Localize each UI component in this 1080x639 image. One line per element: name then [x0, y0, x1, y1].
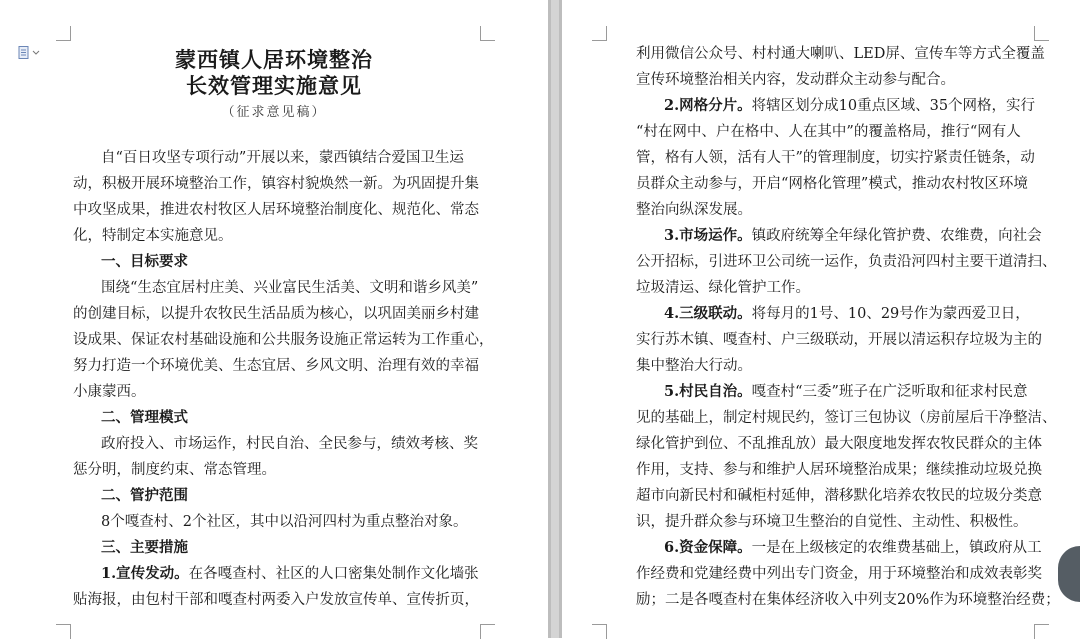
item-label: 3.市场运作。	[664, 227, 752, 244]
crop-mark	[1034, 624, 1049, 639]
paragraph-line: 设成果、保证农村基础设施和公共服务设施正常运转为工作重心，	[73, 332, 494, 348]
item-text: 将每月的1号、10、29号作为蒙西爱卫日，	[751, 306, 1030, 322]
paragraph-line: 化，特制定本实施意见。	[73, 228, 233, 244]
paragraph-line: 小康蒙西。	[73, 384, 146, 400]
crop-mark	[480, 26, 495, 41]
paragraph-line: 管，格有人领，活有人干”的管理制度，切实拧紧责任链条，动	[636, 150, 1035, 166]
item-label: 2.网格分片。	[664, 97, 752, 114]
item-label: 4.三级联动。	[664, 305, 752, 322]
item-label: 6.资金保障。	[664, 539, 752, 556]
section-heading: 三、主要措施	[101, 539, 188, 556]
paragraph-line	[664, 385, 1027, 400]
paragraph-line: 识，提升群众参与环境卫生整治的自觉性、主动性、积极性。	[636, 514, 1028, 530]
item-text: 嘎查村“三委”班子在广泛听取和征求村民意	[751, 384, 1028, 400]
item-text: 镇政府统筹全年绿化管护费、农维费，向社会	[751, 228, 1042, 244]
paragraph-line	[664, 99, 1035, 114]
document-title-line2: 长效管理实施意见	[186, 73, 362, 98]
section-heading: 二、管护范围	[101, 487, 188, 504]
paragraph-line: “村在网中、户在格中、人在其中”的覆盖格局，推行“网有人	[636, 124, 1021, 140]
crop-mark	[56, 26, 71, 41]
crop-mark	[56, 624, 71, 639]
document-subtitle: （征求意见稿）	[221, 105, 327, 120]
item-label: 1.宣传发动。	[101, 565, 189, 582]
paragraph-line: 惩分明，制度约束、常态管理。	[73, 462, 276, 478]
paragraph-line: 绿化管护到位、不乱推乱放）最大限度地发挥农牧民群众的主体	[636, 436, 1042, 452]
paragraph-line: 8个嘎查村、2个社区，其中以沿河四村为重点整治对象。	[101, 514, 468, 530]
paragraph-line: 自“百日攻坚专项行动”开展以来，蒙西镇结合爱国卫生运	[101, 150, 464, 166]
floating-scroll-button[interactable]	[1058, 546, 1080, 602]
paragraph-line: 中攻坚成果，推进农村牧区人居环境整治制度化、规范化、常态	[73, 202, 479, 218]
paragraph-line: 利用微信公众号、村村通大喇叭、LED屏、宣传车等方式全覆盖	[636, 46, 1045, 62]
paragraph-line: 的创建目标，以提升农牧民生活品质为核心，以巩固美丽乡村建	[73, 306, 479, 322]
paragraph-line: 员群众主动参与，开启“网格化管理”模式，推动农村牧区环境	[636, 176, 1028, 192]
paragraph-line: 见的基础上，制定村规民约，签订三包协议（房前屋后干净整洁、	[636, 410, 1057, 426]
paragraph-line	[664, 307, 1030, 322]
document-page-right	[562, 0, 1080, 638]
paragraph-line: 围绕“生态宜居村庄美、兴业富民生活美、文明和谐乡风美”	[101, 280, 479, 296]
section-heading: 二、管理模式	[101, 409, 188, 426]
item-text: 将辖区划分成10重点区域、35个网格，实行	[751, 98, 1036, 114]
item-text: 在各嘎查村、社区的人口密集处制作文化墙张	[188, 566, 479, 582]
paragraph-line: 宣传环境整治相关内容，发动群众主动参与配合。	[636, 72, 955, 88]
crop-mark	[1034, 26, 1049, 41]
paragraph-line: 超市向新民村和碱柜村延伸，潜移默化培养农牧民的垃圾分类意	[636, 488, 1042, 504]
paragraph-line: 努力打造一个环境优美、生态宜居、乡风文明、治理有效的幸福	[73, 358, 479, 374]
crop-mark	[592, 624, 607, 639]
item-text: 一是在上级核定的农维费基础上，镇政府从工	[751, 540, 1042, 556]
paragraph-line: 公开招标，引进环卫公司统一运作，负责沿河四村主要干道清扫、	[636, 254, 1057, 270]
paragraph-line: 集中整治大行动。	[636, 358, 752, 374]
paragraph-line	[664, 229, 1042, 244]
paragraph-line: 励；二是各嘎查村在集体经济收入中列支20%作为环境整治经费；	[636, 592, 1060, 608]
paragraph-line: 实行苏木镇、嘎查村、户三级联动，开展以清运积存垃圾为主的	[636, 332, 1042, 348]
paragraph-line: 作用，支持、参与和维护人居环境整治成果；继续推动垃圾兑换	[636, 462, 1042, 478]
paragraph-line: 政府投入、市场运作，村民自治、全民参与，绩效考核、奖	[101, 436, 478, 452]
paragraph-line: 动，积极开展环境整治工作，镇容村貌焕然一新。为巩固提升集	[73, 176, 479, 192]
paragraph-line: 作经费和党建经费中列出专门资金，用于环境整治和成效表彰奖	[636, 566, 1042, 582]
paragraph-line: 垃圾清运、绿化管护工作。	[636, 280, 810, 296]
paragraph-line: 贴海报，由包村干部和嘎查村两委入户发放宣传单、宣传折页，	[73, 592, 479, 608]
page-gutter	[548, 0, 562, 638]
crop-mark	[592, 26, 607, 41]
paragraph-line: 整治向纵深发展。	[636, 202, 752, 218]
paragraph-line	[101, 567, 479, 582]
item-label: 5.村民自治。	[664, 383, 752, 400]
section-heading: 一、目标要求	[101, 253, 188, 270]
paragraph-line	[664, 541, 1042, 556]
document-title-line1: 蒙西镇人居环境整治	[175, 47, 373, 72]
crop-mark	[480, 624, 495, 639]
